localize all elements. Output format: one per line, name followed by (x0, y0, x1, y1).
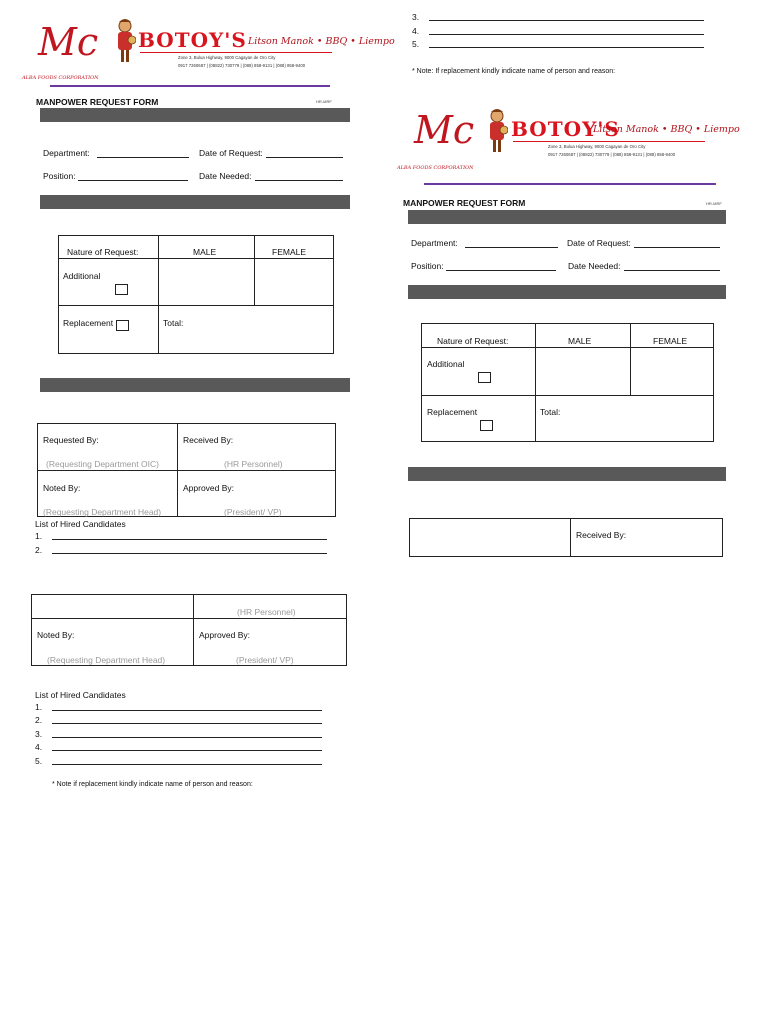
total-label: Total: (540, 407, 561, 417)
received-by-label: Received By: (576, 530, 627, 540)
table-divider (177, 423, 178, 517)
hired-number: 2. (35, 715, 43, 725)
female-header: FEMALE (653, 336, 688, 346)
replacement-note: * Note: If replacement kindly indicate name of person and reason: (412, 68, 616, 75)
requested-by-label: Requested By: (43, 435, 99, 445)
hired-number: 4. (35, 742, 43, 752)
noted-by-label: Noted By: (37, 630, 75, 640)
mascot-icon (486, 108, 508, 156)
replacement-checkbox[interactable] (480, 420, 493, 431)
mc-logo: Mc (38, 20, 99, 64)
department-label: Department: (43, 148, 90, 158)
additional-checkbox[interactable] (115, 284, 128, 295)
position-field[interactable] (78, 180, 188, 181)
hired-line-3[interactable] (429, 20, 704, 21)
mc-logo: Mc (414, 108, 475, 152)
table-divider (58, 305, 334, 306)
hired-line-3[interactable] (52, 737, 322, 738)
table-divider (421, 395, 714, 396)
address-line-2: 0917 7260687 | (08822) 730779 | (088) 858-9131 | (088) 858-9400 (178, 63, 306, 68)
hr-personnel-hint: (HR Personnel) (237, 607, 296, 617)
male-header: MALE (568, 336, 592, 346)
date-request-field[interactable] (266, 157, 343, 158)
position-field[interactable] (446, 270, 556, 271)
section-bar (408, 467, 726, 481)
form-title: MANPOWER REQUEST FORM (36, 97, 159, 107)
brand-underline (513, 141, 705, 142)
mascot-icon (114, 18, 136, 66)
brand-tagline: Litson Manok • BBQ • Liempo (248, 36, 395, 47)
hired-number: 3. (412, 12, 420, 22)
position-label: Position: (43, 171, 76, 181)
total-label: Total: (163, 318, 184, 328)
date-request-label: Date of Request: (199, 148, 263, 158)
department-field[interactable] (97, 157, 189, 158)
president-vp-hint: (President/ VP) (224, 507, 282, 517)
hired-number: 1. (35, 531, 43, 541)
department-field[interactable] (465, 247, 558, 248)
additional-label: Additional (63, 271, 101, 281)
hired-candidates-title: List of Hired Candidates (35, 519, 126, 529)
section-bar (40, 378, 350, 392)
signature-table (409, 518, 723, 557)
table-divider (58, 258, 334, 259)
form-code: HR-MRF (706, 201, 722, 206)
table-divider (158, 235, 159, 354)
nature-header: Nature of Request: (67, 247, 139, 257)
section-bar (408, 285, 726, 299)
section-bar (408, 210, 726, 224)
table-divider (37, 470, 336, 471)
table-divider (193, 594, 194, 666)
additional-label: Additional (427, 359, 465, 369)
hired-number: 4. (412, 26, 420, 36)
hired-number: 3. (35, 729, 43, 739)
hired-line-2[interactable] (52, 553, 327, 554)
date-needed-field[interactable] (624, 270, 720, 271)
hired-line-5[interactable] (429, 47, 704, 48)
corporation-name: ALBA FOODS CORPORATION (22, 75, 99, 81)
hired-line-2[interactable] (52, 723, 322, 724)
requesting-head-hint: (Requesting Department Head) (47, 655, 166, 665)
form-title: MANPOWER REQUEST FORM (403, 198, 526, 208)
male-header: MALE (193, 247, 217, 257)
received-by-label: Received By: (183, 435, 234, 445)
replacement-label: Replacement (427, 407, 478, 417)
date-needed-label: Date Needed: (568, 261, 621, 271)
section-bar (40, 195, 350, 209)
table-divider (570, 518, 571, 557)
hired-line-1[interactable] (52, 710, 322, 711)
section-bar (40, 108, 350, 122)
date-request-label: Date of Request: (567, 238, 631, 248)
table-divider (31, 618, 347, 619)
approved-by-label: Approved By: (183, 483, 235, 493)
approved-by-label: Approved By: (199, 630, 251, 640)
brand-tagline: Litson Manok • BBQ • Liempo (593, 124, 740, 135)
brand-underline (140, 52, 332, 53)
replacement-checkbox[interactable] (116, 320, 129, 331)
form-code: HR-MRF (316, 99, 332, 104)
brand-name: BOTOY'S (138, 28, 247, 52)
hired-line-4[interactable] (52, 750, 322, 751)
hired-line-4[interactable] (429, 34, 704, 35)
table-divider (421, 347, 714, 348)
date-needed-field[interactable] (255, 180, 343, 181)
table-divider (254, 235, 255, 305)
date-request-field[interactable] (634, 247, 720, 248)
noted-by-label: Noted By: (43, 483, 81, 493)
position-label: Position: (411, 261, 444, 271)
hired-number: 2. (35, 545, 43, 555)
address-line-1: Zone 3, Bulua Highway, 9000 Cagayan de Oro City (178, 55, 276, 60)
replacement-label: Replacement (63, 318, 114, 328)
requesting-oic-hint: (Requesting Department OIC) (46, 459, 159, 469)
table-divider (630, 323, 631, 395)
department-label: Department: (411, 238, 458, 248)
hired-candidates-title: List of Hired Candidates (35, 690, 126, 700)
hired-line-5[interactable] (52, 764, 322, 765)
hired-number: 5. (412, 39, 420, 49)
president-vp-hint: (President/ VP) (236, 655, 294, 665)
additional-checkbox[interactable] (478, 372, 491, 383)
hr-personnel-hint: (HR Personnel) (224, 459, 283, 469)
replacement-note: * Note if replacement kindly indicate name of person and reason: (52, 781, 253, 788)
date-needed-label: Date Needed: (199, 171, 252, 181)
header-rule (50, 85, 330, 87)
table-divider (535, 323, 536, 442)
corporation-name: ALBA FOODS CORPORATION (397, 165, 474, 171)
address-line-2: 0917 7260687 | (08822) 730779 | (088) 858-9131 | (088) 858-9400 (548, 152, 676, 157)
header-rule (424, 183, 716, 185)
hired-number: 5. (35, 756, 43, 766)
address-line-1: Zone 3, Bulua Highway, 9000 Cagayan de Oro City (548, 144, 646, 149)
brand-name: BOTOY'S (511, 117, 620, 141)
female-header: FEMALE (272, 247, 307, 257)
requesting-head-hint: (Requesting Department Head) (43, 507, 162, 517)
nature-header: Nature of Request: (437, 336, 509, 346)
hired-number: 1. (35, 702, 43, 712)
hired-line-1[interactable] (52, 539, 327, 540)
